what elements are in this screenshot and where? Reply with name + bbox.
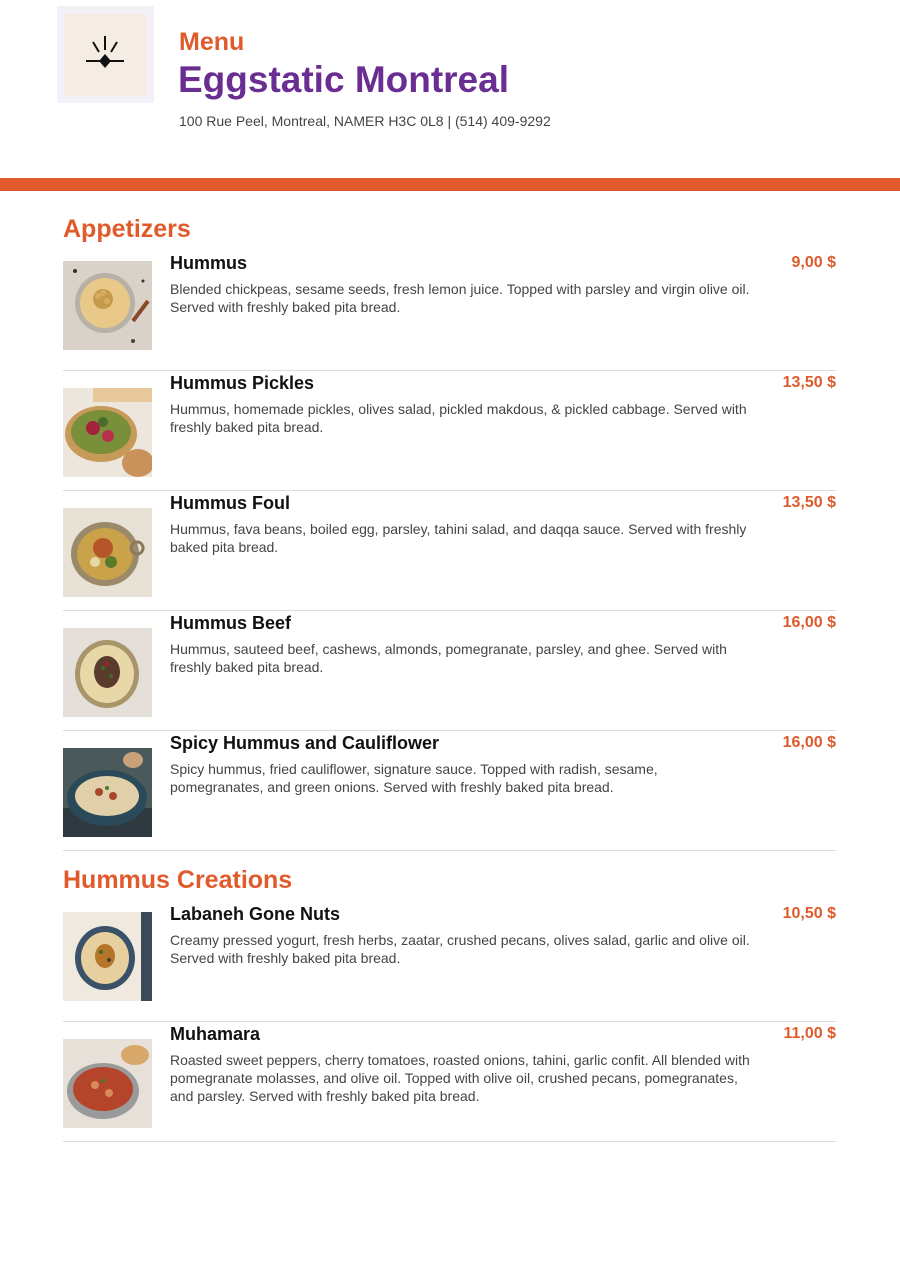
food-photo: [63, 388, 152, 477]
food-photo: [63, 628, 152, 717]
item-price: 13,50 $: [782, 494, 836, 511]
menu-item[interactable]: [63, 372, 836, 491]
menu-item[interactable]: [63, 492, 836, 611]
item-name: Hummus: [170, 253, 248, 273]
item-description: Creamy pressed yogurt, fresh herbs, zaatar, crushed pecans, olives salad, garlic and olive oil. Served with freshly baked pita bread.: [170, 932, 750, 966]
item-price: 16,00 $: [782, 614, 836, 631]
food-photo: [63, 912, 152, 1001]
item-price: 13,50 $: [782, 374, 836, 391]
restaurant-logo: [57, 6, 154, 103]
menu-header: [0, 0, 900, 178]
item-price: 16,00 $: [782, 734, 836, 751]
item-description: Roasted sweet peppers, cherry tomatoes, roasted onions, tahini, garlic confit. All blended with pomegranate molasses, and olive oil. Topped with olive oil, crushed pecans, pomegranates, and parsley. Served with freshly baked pita bread.: [170, 1052, 750, 1104]
menu-item[interactable]: [63, 612, 836, 731]
food-photo: [63, 508, 152, 597]
food-photo: [63, 261, 152, 350]
item-description: Blended chickpeas, sesame seeds, fresh lemon juice. Topped with parsley and virgin olive oil. Served with freshly baked pita bread.: [170, 281, 750, 315]
item-description: Hummus, sauteed beef, cashews, almonds, pomegranate, parsley, and ghee. Served with freshly baked pita bread.: [170, 641, 727, 675]
food-photo: [63, 1039, 152, 1128]
food-photo: [63, 748, 152, 837]
item-price: 10,50 $: [782, 905, 836, 922]
item-name: Labaneh Gone Nuts: [170, 904, 341, 924]
menu-item[interactable]: [63, 252, 836, 371]
item-name: Hummus Beef: [170, 613, 292, 633]
restaurant-name: Eggstatic Montreal: [178, 59, 509, 100]
menu-item[interactable]: [63, 1023, 836, 1142]
sunrise-icon: [64, 14, 146, 96]
item-price: 11,00 $: [783, 1025, 836, 1042]
item-name: Hummus Pickles: [170, 373, 315, 393]
menu-content: [63, 214, 836, 1142]
menu-item[interactable]: [63, 903, 836, 1022]
item-name: Hummus Foul: [170, 493, 290, 513]
section-title-hummus-creations: Hummus Creations: [63, 866, 293, 894]
item-price: 9,00 $: [791, 254, 836, 271]
accent-divider: [0, 178, 900, 191]
menu-label: Menu: [179, 28, 245, 56]
section-title-appetizers: Appetizers: [63, 215, 191, 243]
item-description: Hummus, homemade pickles, olives salad, pickled makdous, & pickled cabbage. Served with freshly baked pita bread.: [170, 401, 747, 435]
item-description: Hummus, fava beans, boiled egg, parsley, tahini salad, and daqqa sauce. Served with freshly baked pita bread.: [170, 521, 747, 555]
item-name: Muhamara: [170, 1024, 261, 1044]
item-description: Spicy hummus, fried cauliflower, signature sauce. Topped with radish, sesame, pomegranates, and green onions. Served with freshly baked pita bread.: [170, 761, 658, 795]
menu-item[interactable]: [63, 732, 836, 851]
restaurant-address: 100 Rue Peel, Montreal, NAMER H3C 0L8 | (514) 409-9292: [179, 113, 551, 129]
item-name: Spicy Hummus and Cauliflower: [170, 733, 440, 753]
